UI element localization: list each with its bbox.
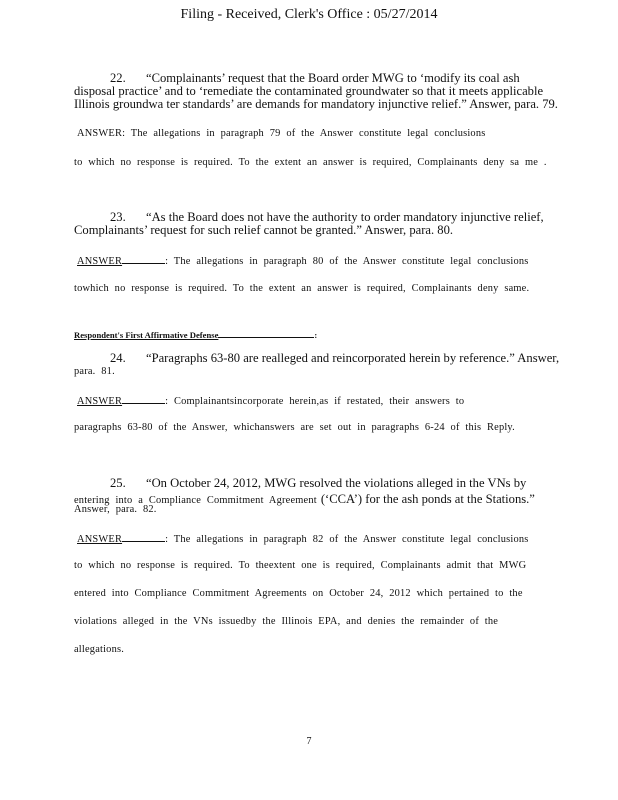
answer-line: violations alleged in the VNs issuedby the Illinois EPA, and denies the remainder of the [74, 616, 499, 627]
quote-line: disposal practice’ and to ‘remediate the contaminated groundwater so that it meets applicable [74, 84, 544, 98]
paragraph-number: 22. [110, 71, 126, 85]
quote-line: “As the Board does not have the authority to order mandatory injunctive relief, [146, 210, 544, 224]
quote-line: para. 81. [74, 366, 115, 377]
quote-line: “On October 24, 2012, MWG resolved the violations alleged in the VNs by [146, 476, 527, 490]
section-colon: : [314, 330, 318, 340]
quote-line-part: (‘CCA’) for the ash ponds at the Stations.” [320, 492, 535, 506]
answer-line [77, 394, 464, 407]
answer-line: ANSWER: The allegations in paragraph 79 of the Answer constitute legal conclusions [77, 128, 486, 139]
answer-line: to which no response is required. To theextent one is required, Complainants admit that MWG [74, 560, 527, 571]
answer-label: ANSWER [77, 534, 123, 545]
answer-line [77, 532, 528, 545]
answer-text: : The allegations in paragraph 82 of the Answer constitute legal conclusions [165, 534, 529, 545]
answer-line: allegations. [74, 644, 125, 655]
quote-line: Answer, para. 82. [74, 504, 157, 515]
answer-line: towhich no response is required. To the extent an answer is required, Complainants deny same. [74, 283, 530, 294]
answer-text: : The allegations in paragraph 80 of the Answer constitute legal conclusions [165, 256, 529, 267]
paragraph-number: 24. [110, 351, 126, 365]
answer-blank [122, 394, 165, 404]
quote-line-part: entering into a Compliance Commitment Agreement [74, 495, 317, 506]
answer-label: ANSWER [77, 396, 123, 407]
answer-text: : Complainantsincorporate herein,as if restated, their answers to [165, 396, 465, 407]
page-number: 7 [306, 736, 312, 747]
quote-line: Complainants’ request for such relief cannot be granted.” Answer, para. 80. [74, 223, 454, 237]
answer-line: paragraphs 63-80 of the Answer, whichanswers are set out in paragraphs 6-24 of this Reply. [74, 422, 515, 433]
filing-header: Filing - Received, Clerk's Office : 05/27/2014 [180, 7, 438, 22]
quote-line: “Complainants’ request that the Board order MWG to ‘modify its coal ash [146, 71, 520, 85]
paragraph-number: 23. [110, 210, 126, 224]
section-blank [218, 329, 314, 338]
answer-blank [122, 532, 165, 542]
quote-line: Illinois groundwa ter standards’ are demands for mandatory injunctive relief.” Answer, para. 79. [74, 97, 558, 111]
answer-line [77, 254, 528, 267]
answer-label: ANSWER [77, 256, 123, 267]
quote-line: “Paragraphs 63-80 are realleged and reincorporated herein by reference.” Answer, [146, 351, 560, 365]
answer-line: entered into Compliance Commitment Agreements on October 24, 2012 which pertained to the [74, 588, 523, 599]
section-title: Respondent's First Affirmative Defense [74, 330, 219, 340]
answer-blank [122, 254, 165, 264]
section-heading [74, 325, 317, 343]
answer-line: to which no response is required. To the extent an answer is required, Complainants deny sa me . [74, 157, 547, 168]
paragraph-number: 25. [110, 476, 126, 490]
